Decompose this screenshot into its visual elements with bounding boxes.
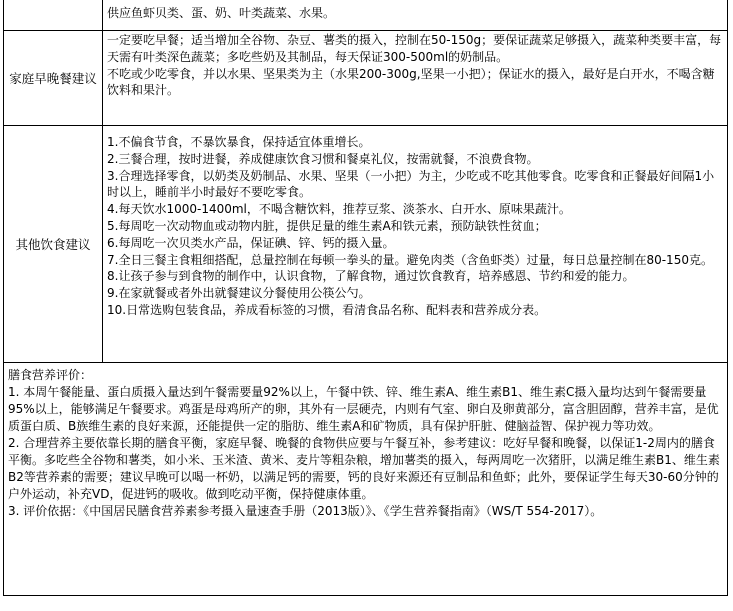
other-diet-content (103, 126, 728, 363)
list-item: 5.每周吃一次动物血或动物内脏，提供足量的维生素A和铁元素，预防缺铁性贫血； (107, 218, 547, 233)
empty-label-cell (4, 0, 103, 31)
home-meal-paragraph: 不吃或少吃零食，并以水果、坚果类为主（水果200-300g,坚果一小把）；保证水的摄入，最好是白开水，不喝含糖饮料和果汁。 (107, 66, 715, 98)
home-meal-paragraph: 一定要吃早餐；适当增加全谷物、杂豆、薯类的摄入，控制在50-150g；要保证蔬菜足够摄入，蔬菜种类要丰富，每天需有叶类深色蔬菜；多吃些奶及其制品，每天保证300-500ml的奶制品。 (107, 33, 722, 64)
list-item: 7.全日三餐主食粗细搭配，总量控制在每顿一拳头的量。避免肉类（含鱼虾类）过量，每日总量控制在80-150克。 (107, 252, 713, 267)
list-item: 3.合理选择零食，以奶类及奶制品、水果、坚果（一小把）为主，少吃或不吃其他零食。吃零食和正餐最好间隔1小时以上，睡前半小时最好不要吃零食。 (107, 168, 715, 200)
table-row-evaluation (4, 363, 728, 596)
table-row-home-meal (4, 31, 728, 126)
diet-advice-table (3, 0, 728, 596)
list-item: 10.日常选购包装食品，养成看标签的习惯，看清食品名称、配料表和营养成分表。 (107, 302, 547, 317)
evaluation-title: 膳食营养评价： (8, 368, 93, 382)
continuation-cell (103, 0, 728, 31)
list-item: 1.不偏食节食，不暴饮暴食，保持适宜体重增长。 (107, 135, 371, 149)
home-meal-label: 家庭早晚餐建议 (4, 31, 103, 126)
table-row-continuation (4, 0, 728, 31)
list-item: 6.每周吃一次贝类水产品，保证碘、锌、钙的摄入量。 (107, 235, 395, 250)
list-item: 8.让孩子参与到食物的制作中，认识食物，了解食物，通过饮食教育，培养感恩、节约和爱的能力。 (107, 269, 635, 284)
list-item: 9.在家就餐或者外出就餐建议分餐使用公筷公勺。 (107, 286, 371, 301)
diet-document (3, 0, 728, 611)
evaluation-cell (4, 363, 728, 596)
evaluation-paragraph: 1. 本周午餐能量、蛋白质摄入量达到午餐需要量92%以上，午餐中铁、锌、维生素A、维生素B1、维生素C摄入量均达到午餐需要量95%以上，能够满足午餐要求。鸡蛋是母鸡所产的卵，其外有一层硬壳，内则有气室、卵白及卵黄部分，富含胆固醇，营养丰富，是优质蛋白质、B族维生素的良好来源，还能提供一定的脂肪、维生素A和矿物质，具有保护肝脏、健脑益智、保护视力等功效。 (8, 385, 719, 433)
evaluation-paragraph: 2. 合理营养主要依靠长期的膳食平衡，家庭早餐、晚餐的食物供应要与午餐互补，参考建议：吃好早餐和晚餐，以保证1-2周内的膳食平衡。多吃些全谷物和薯类，如小米、玉米渣、黄米、麦片等粗杂粮，增加薯类的摄入，每两周吃一次猪肝，以满足维生素B1、维生素B2等营养素的需要；建议早晚可以喝一杯奶，以满足钙的需要，钙的良好来源还有豆制品和鱼虾；此外，要保证学生每天30-60分钟的户外运动，补充VD，促进钙的吸收。做到吃动平衡，保持健康体重。 (8, 436, 720, 501)
continuation-text: 供应鱼虾贝类、蛋、奶、叶类蔬菜、水果。 (107, 6, 336, 20)
other-diet-label: 其他饮食建议 (4, 126, 103, 363)
home-meal-content (103, 31, 728, 126)
list-item: 4.每天饮水1000-1400ml，不喝含糖饮料，推荐豆浆、淡茶水、白开水、原味果蔬汁。 (107, 202, 571, 217)
table-row-other-diet (4, 126, 728, 363)
list-item: 2.三餐合理，按时进餐，养成健康饮食习惯和餐桌礼仪，按需就餐，不浪费食物。 (107, 151, 539, 166)
evaluation-paragraph: 3. 评价依据：《中国居民膳食营养素参考摄入量速查手册（2013版）》、《学生营养餐指南》（WS/T 554-2017）。 (8, 504, 603, 518)
